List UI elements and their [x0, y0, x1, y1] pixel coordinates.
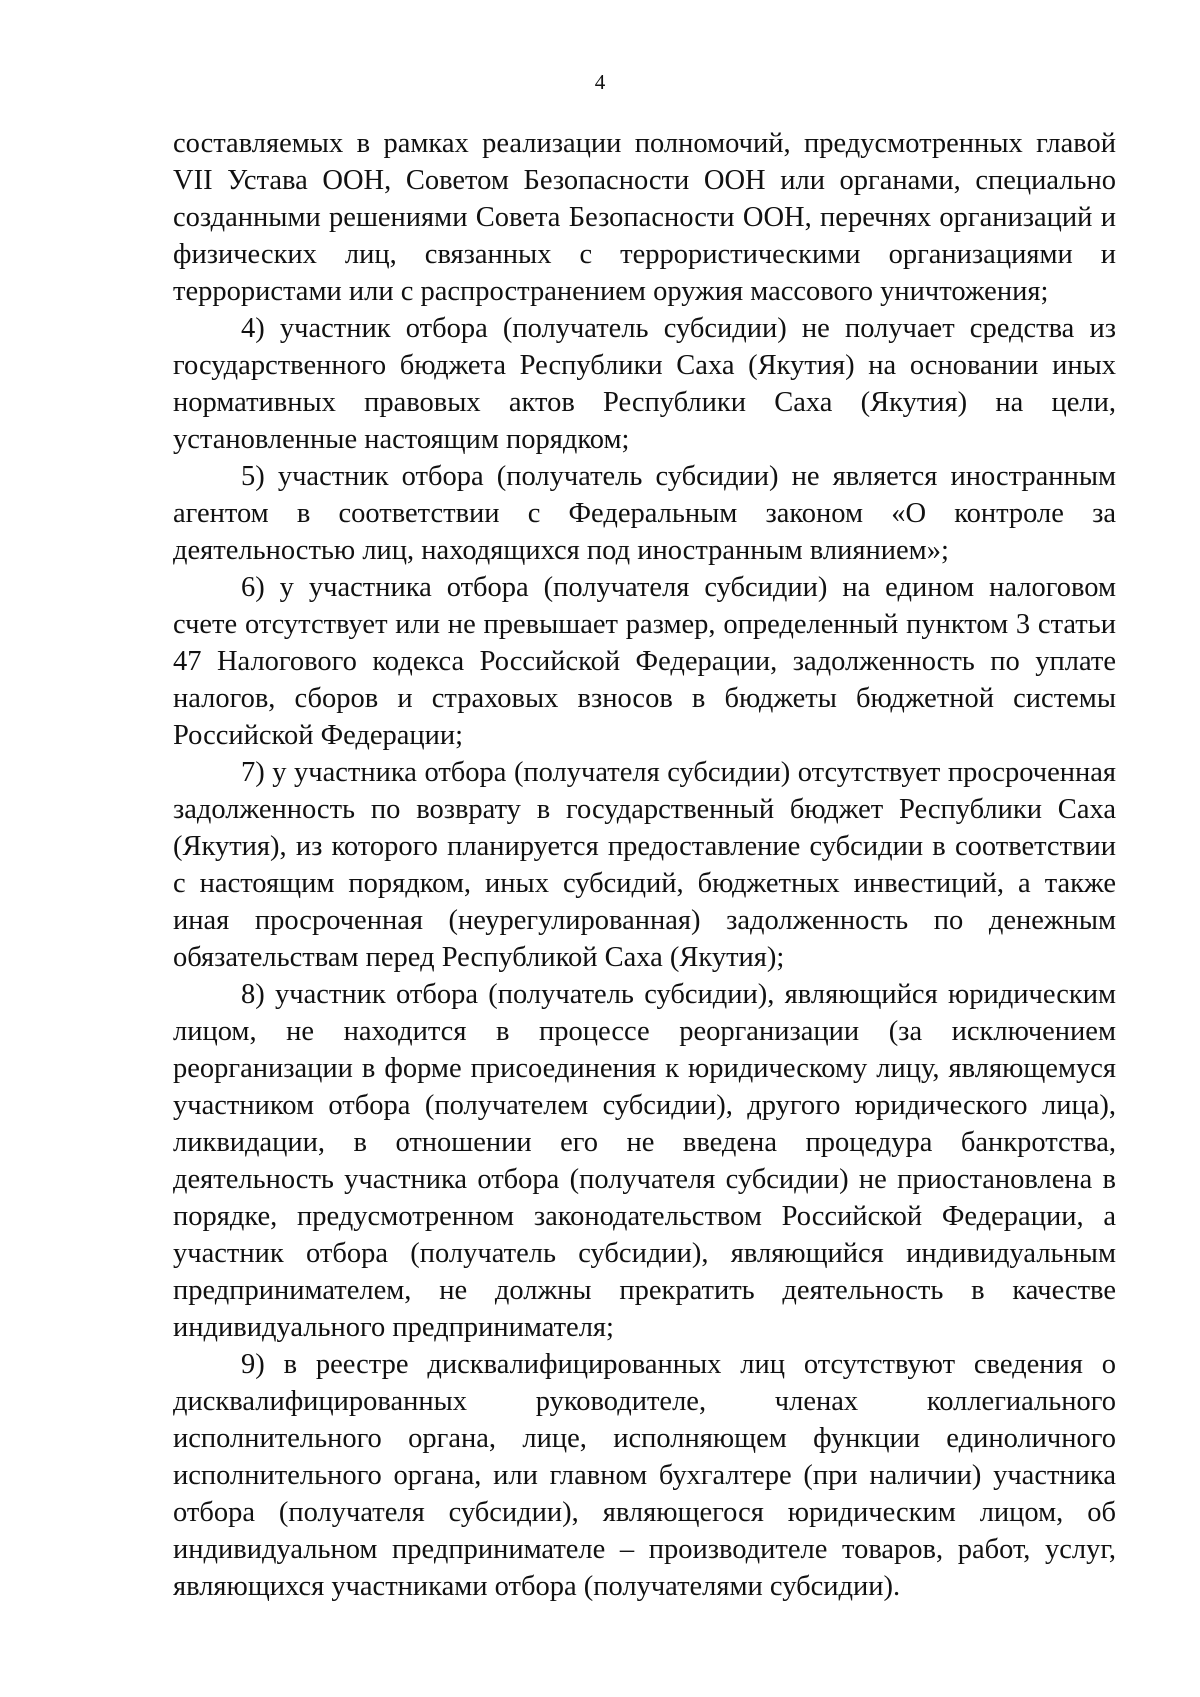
- paragraph-item-4: 4) участник отбора (получатель субсидии) не получает средства из государственного бюджета Республики Саха (Якутия) на основании иных нормативных правовых актов Республики Саха (Якутия) на цели, установленные настоящим порядком;: [173, 313, 1116, 455]
- paragraph-item-9: 9) в реестре дисквалифицированных лиц отсутствуют сведения о дисквалифицированных руководителе, членах коллегиального исполнительного органа, лице, исполняющем функции единоличного исполнительного органа, или главном бухгалтере (при наличии) участника отбора (получателя субсидии), являющегося юридическим лицом, об индивидуальном предпринимателе – производителе товаров, работ, услуг, являющихся участниками отбора (получателями субсидии).: [173, 1349, 1116, 1602]
- paragraph-item-6: 6) у участника отбора (получателя субсидии) на едином налоговом счете отсутствует или не превышает размер, определенный пунктом 3 статьи 47 Налогового кодекса Российской Федерации, задолженность по уплате налогов, сборов и страховых взносов в бюджеты бюджетной системы Российской Федерации;: [173, 572, 1116, 751]
- paragraph-item-5: 5) участник отбора (получатель субсидии) не является иностранным агентом в соответствии с Федеральным законом «О контроле за деятельностью лиц, находящихся под иностранным влиянием»;: [173, 461, 1116, 566]
- document-body: [173, 125, 1116, 1605]
- page-number: 4: [594, 70, 606, 94]
- paragraph-item-8: 8) участник отбора (получатель субсидии), являющийся юридическим лицом, не находится в процессе реорганизации (за исключением реорганизации в форме присоединения к юридическому лицу, являющемуся участником отбора (получателем субсидии), другого юридического лица), ликвидации, в отношении его не введена процедура банкротства, деятельность участника отбора (получателя субсидии) не приостановлена в порядке, предусмотренном законодательством Российской Федерации, а участник отбора (получатель субсидии), являющийся индивидуальным предпринимателем, не должны прекратить деятельность в качестве индивидуального предпринимателя;: [173, 979, 1116, 1343]
- paragraph-item-7: 7) у участника отбора (получателя субсидии) отсутствует просроченная задолженность по возврату в государственный бюджет Республики Саха (Якутия), из которого планируется предоставление субсидии в соответствии с настоящим порядком, иных субсидий, бюджетных инвестиций, а также иная просроченная (неурегулированная) задолженность по денежным обязательствам перед Республикой Саха (Якутия);: [173, 757, 1116, 973]
- paragraph-continuation: составляемых в рамках реализации полномочий, предусмотренных главой VII Устава ООН, Советом Безопасности ООН или органами, специально созданными решениями Совета Безопасности ООН, перечнях организаций и физических лиц, связанных с террористическими организациями и террористами или с распространением оружия массового уничтожения;: [173, 128, 1116, 307]
